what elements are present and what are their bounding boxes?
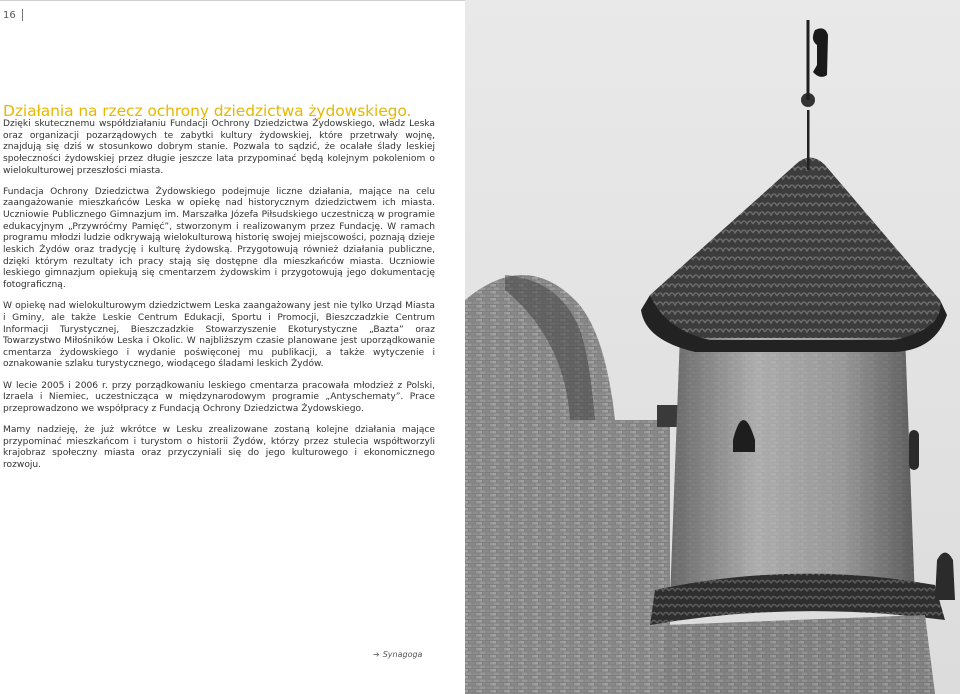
paragraph: W opiekę nad wielokulturowym dziedzictwem Leska zaangażowany jest nie tylko Urząd Miasta i Gminy, ale także Leskie Centrum Edukacji, Sportu i Promocji, Bieszczadzkie Centrum Informacji Turystycznej, Bieszczadzkie Stowarzyszenie Ekoturystyczne „Bazta” oraz Towarzystwo Miłośników Leska i Okolic. W najbliższym czasie planowane jest uporządkowanie cmentarza żydowskiego i wydanie poświęconej mu publikacji, a także wytyczenie i oznakowanie szlaku turystycznego, wiodącego śladami leskich Żydów. [3,301,435,370]
page-number: 16 [3,9,23,21]
synagogue-photo [465,0,960,694]
page-title: Działania na rzecz ochrony dziedzictwa żydowskiego. [3,102,412,121]
photo-caption [373,650,422,659]
arrow-icon: ➔ [373,650,380,659]
top-rule [0,0,465,1]
paragraph: Mamy nadzieję, że już wkrótce w Lesku zrealizowane zostaną kolejne działania mające przypominać mieszkańcom i turystom o historii Żydów, którzy przez stulecia współtworzyli krajobraz społeczny miasta oraz przyczyniali się do jego kulturowego i ekonomicznego rozwoju. [3,425,435,471]
caption-text: Synagoga [382,650,423,659]
paragraph: W lecie 2005 i 2006 r. przy porządkowaniu leskiego cmentarza pracowała młodzież z Polski, Izraela i Niemiec, uczestnicząca w międzynarodowym programie „Antyschematy”. Prace przeprowadzono we współpracy z Fundacją Ochrony Dziedzictwa Żydowskiego. [3,380,435,414]
body-text [3,119,435,481]
paragraph: Fundacja Ochrony Dziedzictwa Żydowskiego podejmuje liczne działania, mające na celu zaangażowanie mieszkańców Leska w opiekę nad historycznym dziedzictwem ich miasta. Uczniowie Publicznego Gimnazjum im. Marszałka Józefa Piłsudskiego uczestniczą w programie edukacyjnym „Przywróćmy Pamięć”, stworzonym i realizowanym przez Fundację. W ramach programu młodzi ludzie odkrywają wielokulturową historię swojej miejscowości, poznają dzieje leskich Żydów oraz tradycję i kulturę żydowską. Przygotowują również działania publiczne, dzięki którym rezultaty ich pracy stają się dostępne dla mieszkańców miasta. Uczniowie leskiego gimnazjum opiekują się cmentarzem żydowskim i przygotowują jego dokumentację fotograficzną. [3,186,435,291]
paragraph: Dzięki skutecznemu współdziałaniu Fundacji Ochrony Dziedzictwa Żydowskiego, władz Leska oraz organizacji pozarządowych te zabytki kultury żydowskiej, które przetrwały wojnę, znajdują się dziś w stosunkowo dobrym stanie. Pozwala to sądzić, że ocalałe ślady leskiej społeczności żydowskiej przez długie jeszcze lata przypominać będą kolejnym pokoleniom o wielokulturowej przeszłości miasta. [3,119,435,176]
